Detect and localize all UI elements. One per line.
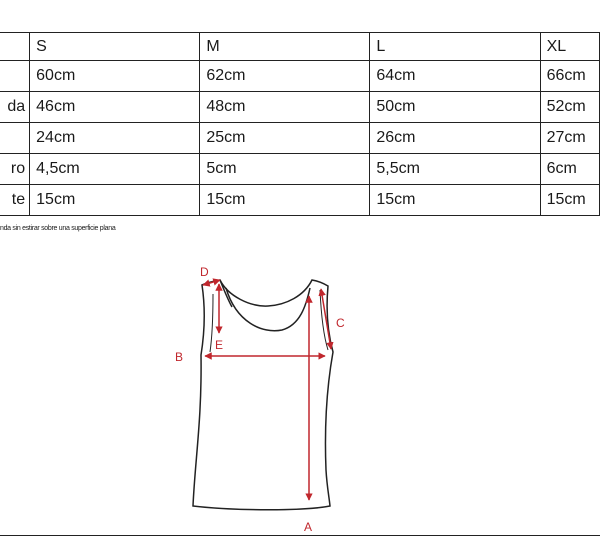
table-cell: 50cm: [370, 92, 540, 123]
table-cell: 62cm: [200, 61, 370, 92]
table-cell: 4,5cm: [30, 154, 200, 185]
table-cell: 15cm: [200, 185, 370, 216]
table-cell: 66cm: [540, 61, 599, 92]
label-c: C: [336, 316, 345, 330]
garment-outline: [193, 280, 333, 510]
row-label: da: [0, 92, 30, 123]
bottom-divider: [0, 535, 600, 536]
table-cell: 26cm: [370, 123, 540, 154]
table-cell: 5,5cm: [370, 154, 540, 185]
measurement-arrows: [203, 280, 331, 500]
header-size-l: L: [370, 33, 540, 61]
table-cell: 46cm: [30, 92, 200, 123]
table-cell: 5cm: [200, 154, 370, 185]
label-b: B: [175, 350, 184, 364]
table-cell: 15cm: [30, 185, 200, 216]
header-size-xl: XL: [540, 33, 599, 61]
label-d: D: [200, 265, 209, 279]
table-cell: 25cm: [200, 123, 370, 154]
table-cell: 15cm: [540, 185, 599, 216]
table-cell: 64cm: [370, 61, 540, 92]
row-label: ro: [0, 154, 30, 185]
table-cell: 6cm: [540, 154, 599, 185]
table-cell: 24cm: [30, 123, 200, 154]
header-size-m: M: [200, 33, 370, 61]
table-cell: 15cm: [370, 185, 540, 216]
label-e: E: [215, 338, 224, 352]
arrow-d-strap: [203, 280, 220, 285]
measurement-note: nda sin estirar sobre una superficie plana: [0, 225, 116, 232]
header-size-s: S: [30, 33, 200, 61]
table-cell: 27cm: [540, 123, 599, 154]
row-label: te: [0, 185, 30, 216]
table-cell: 52cm: [540, 92, 599, 123]
table-cell: 60cm: [30, 61, 200, 92]
table-cell: 48cm: [200, 92, 370, 123]
label-a: A: [304, 520, 313, 534]
